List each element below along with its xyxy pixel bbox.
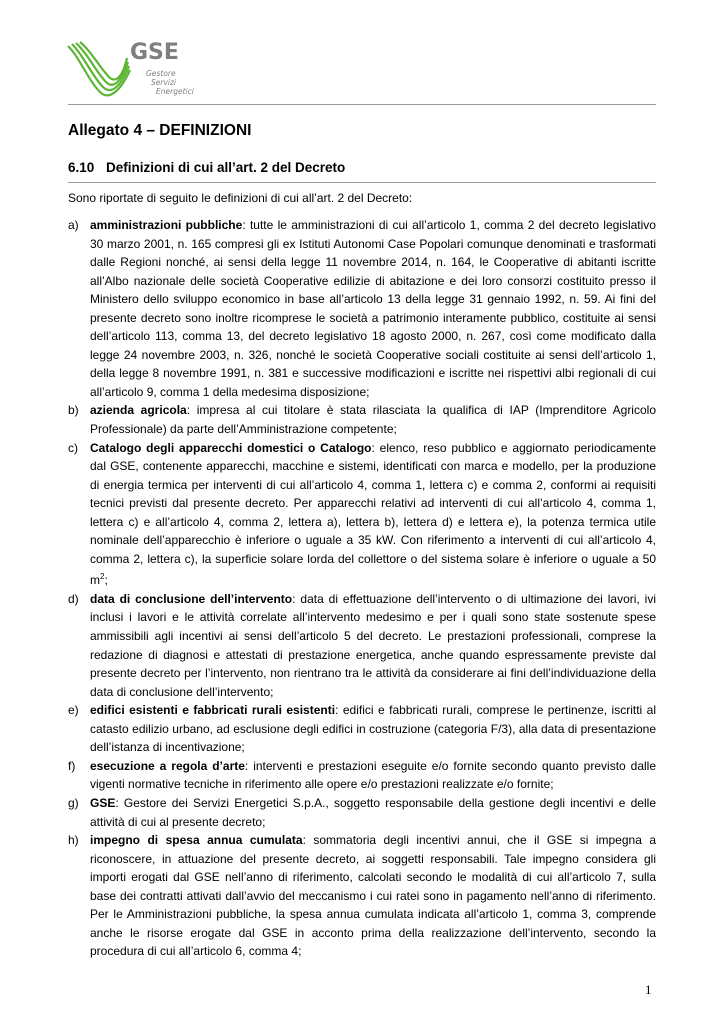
item-term: edifici esistenti e fabbricati rurali esistenti [90,703,336,718]
item-text-tail: ; [104,573,108,588]
item-text: : interventi e prestazioni eseguite e/o fornite secondo quanto previsto dalle vigenti normative tecniche in riferimento alle opere e/o prestazioni realizzate e/o fornite; [90,758,657,792]
item-letter: g) [68,795,79,810]
item-text: : sommatoria degli incentivi annui, che il GSE si impegna a riconoscere, in attuazione del presente decreto, ai soggetti responsabili. Tale impegno considera gli importi erogati dal GSE nell’anno di riferimento, calcolati secondo le modalità di cui all’articolo 7, sulla base dei contratti attivati dall’avvio del meccanismo i cui ratei sono in pagamento nell’anno di riferimento. Per le Amministrazioni pubbliche, la spesa annua cumulata indicata all’articolo 1, comma 3, comprende anche le risorse erogate dal GSE in acconto prima della realizzazione dell’intervento, secondo la procedura di cui all’articolo 6, comma 4; [90,833,656,959]
page-title: Allegato 4 – DEFINIZIONI [68,122,252,139]
item-term: azienda agricola [90,403,187,418]
item-text: : tutte le amministrazioni di cui all’articolo 1, comma 2 del decreto legislativo 30 marzo 2001, n. 165 compresi gli ex Istituti Autonomi Case Popolari comunque denominati e trasformati dalle Regioni nonché, ai sensi della legge 11 novembre 2014, n. 164, le Cooperative di abitanti iscritte all’Albo nazionale delle società Cooperative edilizie di abitazione e dei loro consorzi costituito presso il Ministero dello sviluppo economico in base all’articolo 13 della legge 31 gennaio 1992, n. 59. Ai fini del presente decreto sono inoltre ricomprese le società a patrimonio interamente pubblico, costituite ai sensi dell’articolo 113, comma 13, del decreto legislativo 18 agosto 2000, n. 267, così come modificato dalla legge 24 novembre 2003, n. 326, nonché le società Cooperative sociali costituite ai sensi dell’articolo 1, della legge 8 novembre 1991, n. 381 e successive modificazioni e iscritte nei rispettivi albi regionali di cui all’articolo 9, comma 1 della medesima disposizione; [90,218,656,399]
logo-subtitle-line: Energetici [156,87,194,96]
item-text: : edifici e fabbricati rurali, comprese le pertinenze, iscritti al catasto edilizio urbano, ad esclusione degli edifici in costruzione (categoria F/3), alla data di presentazione dell’istanza di incentivazione; [90,703,657,755]
item-letter: h) [68,833,79,848]
list-item [68,401,656,438]
item-letter: d) [68,591,79,606]
item-letter: e) [68,703,79,718]
list-item [68,757,656,794]
item-text: : impresa al cui titolare è stata rilasciata la qualifica di IAP (Imprenditore Agricolo Professionale) da parte dell’Amministrazione competente; [90,403,656,437]
intro-text: Sono riportate di seguito le definizioni di cui all’art. 2 del Decreto: [68,191,413,205]
list-item [68,831,656,961]
definitions-list [68,216,656,961]
item-text: : elenco, reso pubblico e aggiornato periodicamente dal GSE, contenente apparecchi, macchine e sistemi, identificati con marca e modello, per la produzione di energia termica per interventi di cui all’articolo 4, comma 1, lettera c) e comma 2, conformi ai requisiti tecnici previsti dal presente decreto. Per apparecchi relativi ad interventi di cui all’articolo 4, comma 1, lettera c) e all’articolo 4, comma 2, lettera a), lettera b), lettera d) e lettera e), la potenza termica utile nominale dell’apparecchio è inferiore o uguale a 35 kW. Con riferimento a interventi di cui all’articolo 4, comma 2, lettera c), la superficie solare lorda del collettore o del sistema solare è inferiore o uguale a 50 m [90,440,656,588]
item-term: impegno di spesa annua cumulata [90,833,303,848]
item-term: amministrazioni pubbliche [90,218,243,232]
item-text: : Gestore dei Servizi Energetici S.p.A., soggetto responsabile della gestione degli incentivi e delle attività di cui al presente decreto; [90,795,656,829]
list-item [68,590,656,701]
item-letter: a) [68,218,79,232]
section-divider [68,182,656,183]
item-text: : data di effettuazione dell’intervento o di ultimazione dei lavori, ivi inclusi i lavori e le attività correlate all’intervento medesimo e per i quali sono state sostenute spese ammissibili agli incentivi ai sensi dell’articolo 5 del decreto. Le prestazioni professionali, comprese la redazione di diagnosi e attestati di prestazione energetica, anche quando espressamente previste dal presente decreto per l’intervento, non rientrano tra le attività da considerare ai fini dell’individuazione della data di conclusione dell’intervento; [90,591,657,699]
list-item [68,439,656,590]
gse-wave-icon [66,40,136,104]
page-number: 1 [645,982,652,997]
item-letter: c) [68,440,78,455]
item-letter: f) [68,758,76,773]
section-heading [68,160,345,175]
superscript: 2 [100,572,105,582]
item-term: data di conclusione dell’intervento [90,591,293,606]
logo-subtitle-line: Gestore [146,69,176,78]
item-term: GSE [90,795,116,810]
logo-brand: GSE [130,40,179,65]
logo-subtitle-line: Servizi [151,78,177,87]
list-item [68,794,656,831]
list-item [68,216,656,401]
item-term: esecuzione a regola d’arte [90,758,245,773]
item-letter: b) [68,403,79,418]
gse-logo [66,40,206,104]
item-term: Catalogo degli apparecchi domestici o Catalogo [90,440,372,455]
section-title: Definizioni di cui all’art. 2 del Decreto [106,160,346,175]
header-divider [68,104,656,105]
list-item [68,701,656,757]
section-number: 6.10 [68,160,95,175]
